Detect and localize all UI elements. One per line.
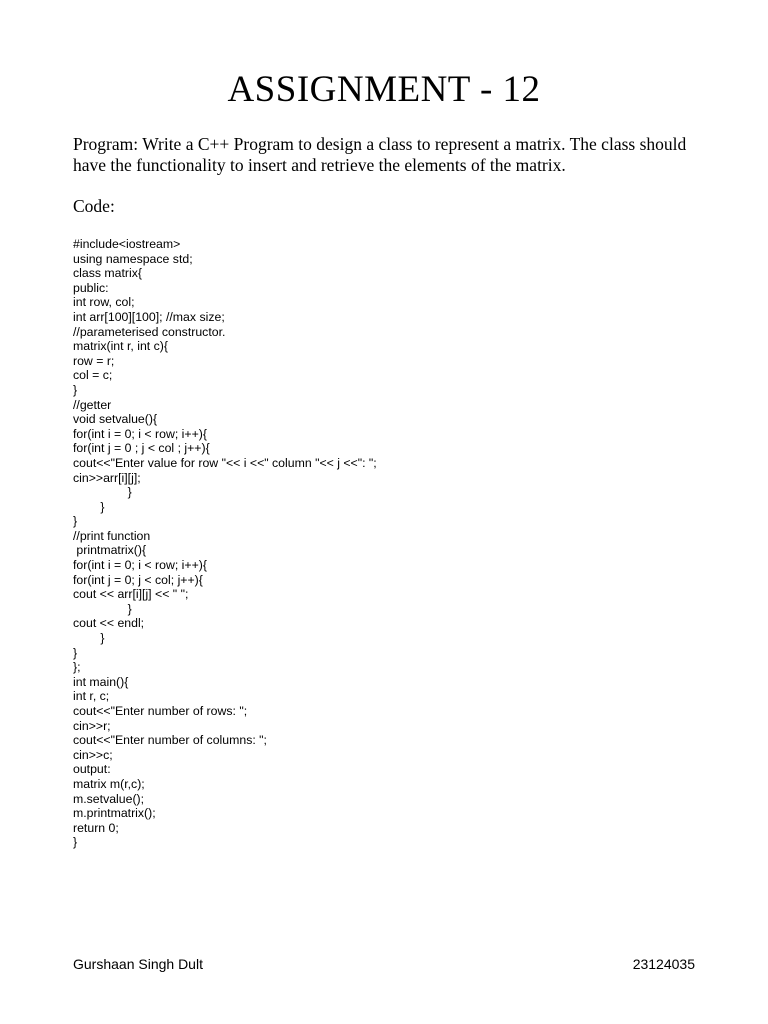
code-line: m.printmatrix(); (73, 806, 156, 821)
code-line: public: (73, 280, 109, 295)
code-line: cin>>c; (73, 747, 113, 762)
code-line: } (73, 382, 78, 397)
code-line: //print function (73, 528, 151, 543)
footer-author: Gurshaan Singh Dult (73, 956, 203, 972)
code-line: matrix m(r,c); (73, 776, 145, 791)
code-line: matrix(int r, int c){ (73, 339, 168, 354)
code-line: m.setvalue(); (73, 791, 145, 806)
code-line: }; (73, 660, 81, 675)
code-line: cout << arr[i][j] << " "; (73, 587, 189, 602)
code-line: void setvalue(){ (73, 412, 158, 427)
assignment-title: ASSIGNMENT - 12 (227, 69, 541, 110)
code-line: } (73, 485, 132, 500)
code-line: //getter (73, 397, 112, 412)
code-listing (73, 237, 377, 850)
code-line: } (73, 645, 78, 660)
code-line: cout << endl; (73, 616, 145, 631)
code-line: cout<<"Enter value for row "<< i <<" column "<< j <<": "; (73, 455, 377, 470)
code-line: int main(){ (73, 674, 129, 689)
code-line: int arr[100][100]; //max size; (73, 309, 225, 324)
code-line: } (73, 514, 78, 529)
code-heading: Code: (73, 196, 115, 216)
code-line: col = c; (73, 368, 113, 383)
code-line: for(int j = 0 ; j < col ; j++){ (73, 441, 210, 456)
code-line: cout<<"Enter number of rows: "; (73, 704, 248, 718)
code-line: class matrix{ (73, 266, 143, 281)
code-line: } (73, 499, 105, 514)
code-line: cin>>r; (73, 718, 111, 733)
code-line: //parameterised constructor. (73, 324, 226, 339)
code-line: #include<iostream> (73, 237, 181, 251)
code-line: } (73, 835, 78, 850)
code-line: int row, col; (73, 295, 135, 310)
code-line: row = r; (73, 353, 115, 368)
code-line: for(int i = 0; i < row; i++){ (73, 558, 207, 573)
code-line: using namespace std; (73, 251, 193, 266)
code-line: printmatrix(){ (73, 543, 147, 558)
code-line: cout<<"Enter number of columns: "; (73, 733, 267, 748)
footer-roll-number: 23124035 (632, 956, 695, 972)
code-line: } (73, 631, 105, 646)
code-line: int r, c; (73, 689, 110, 704)
code-line: output: (73, 762, 111, 777)
program-statement: Program: Write a C++ Program to design a class to represent a matrix. The class should have the functionality to insert and retrieve the elements of the matrix. (73, 134, 687, 175)
code-line: } (73, 601, 132, 616)
code-line: for(int j = 0; j < col; j++){ (73, 572, 203, 587)
code-line: return 0; (73, 820, 119, 835)
code-line: cin>>arr[i][j]; (73, 470, 141, 485)
code-line: for(int i = 0; i < row; i++){ (73, 426, 207, 441)
